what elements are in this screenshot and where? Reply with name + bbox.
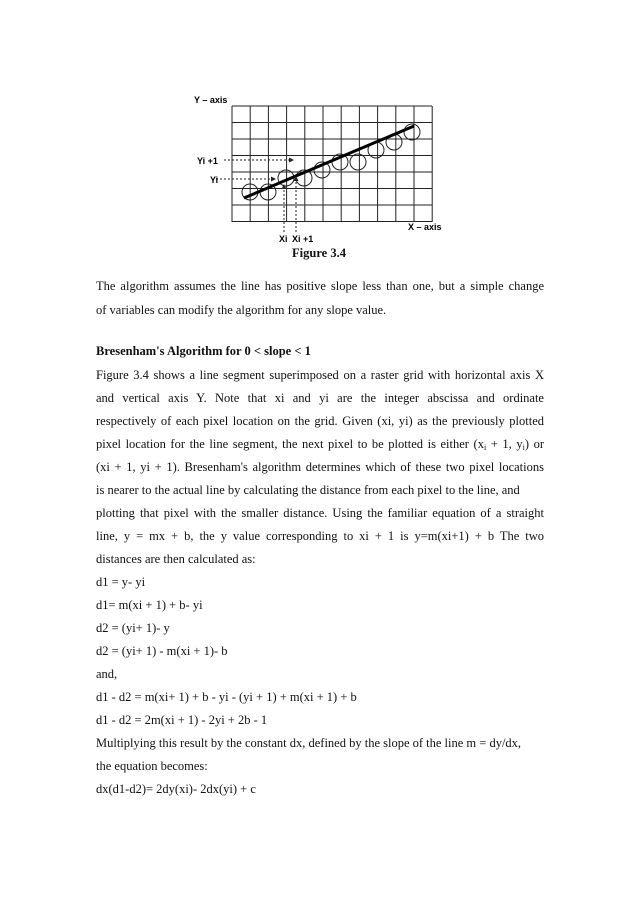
para-line-4-b: + 1, y <box>486 437 523 451</box>
arrow-yi <box>271 177 276 182</box>
equation-and: and, <box>96 667 118 681</box>
pixel-circle <box>350 154 366 170</box>
y-tick-upper: Yi +1 <box>197 156 218 166</box>
y-axis-label: Y – axis <box>194 95 228 105</box>
equation-2: d1= m(xi + 1) + b- yi <box>96 598 203 612</box>
sub-i-1: i <box>483 443 487 452</box>
section-heading: Bresenham's Algorithm for 0 < slope < 1 <box>96 344 311 358</box>
x-axis-label: X – axis <box>408 222 442 232</box>
x-tick-right: Xi +1 <box>292 234 314 244</box>
equation-3: d2 = (yi+ 1)- y <box>96 621 170 635</box>
para-line-4-a: pixel location for the line segment, the next pixel to be plotted is either (x <box>96 437 484 451</box>
equation-5: d1 - d2 = m(xi+ 1) + b - yi - (yi + 1) + m(xi + 1) + b <box>96 690 357 704</box>
para-line-1: Figure 3.4 shows a line segment superimposed on a raster grid with horizontal axis X <box>96 368 544 382</box>
para-line-2: and vertical axis Y. Note that xi and yi are the integer abscissa and ordinate <box>96 391 544 405</box>
intro-line-1: The algorithm assumes the line has positive slope less than one, but a simple change <box>96 279 544 293</box>
arrow-yi-plus-1 <box>289 158 294 163</box>
para-line-3: respectively of each pixel location on the grid. Given (xi, yi) as the previously plotted <box>96 414 544 428</box>
para-line-9: distances are then calculated as: <box>96 552 256 566</box>
para-line-7: plotting that pixel with the smaller distance. Using the familiar equation of a straight <box>96 506 544 520</box>
para-line-6: is nearer to the actual line by calculating the distance from each pixel to the line, and <box>96 483 520 497</box>
para-line-4-c: ) or <box>524 437 544 451</box>
equation-9: dx(d1-d2)= 2dy(xi)- 2dx(yi) + c <box>96 782 256 796</box>
sub-i-2: i <box>522 443 525 452</box>
x-tick-left: Xi <box>279 234 288 244</box>
raster-grid-figure <box>186 92 452 244</box>
para-line-8: line, y = mx + b, the y value corresponding to xi + 1 is y=m(xi+1) + b The two <box>96 529 544 543</box>
line-segment <box>244 126 414 198</box>
figure-caption: Figure 3.4 <box>292 246 346 260</box>
equation-8: the equation becomes: <box>96 759 208 773</box>
equation-4: d2 = (yi+ 1) - m(xi + 1)- b <box>96 644 228 658</box>
para-line-4 <box>96 436 544 452</box>
equation-7: Multiplying this result by the constant dx, defined by the slope of the line m = dy/dx, <box>96 736 522 750</box>
y-tick-lower: Yi <box>210 175 219 185</box>
equation-6: d1 - d2 = 2m(xi + 1) - 2yi + 2b - 1 <box>96 713 268 727</box>
intro-line-2: of variables can modify the algorithm for any slope value. <box>96 303 387 317</box>
equation-1: d1 = y- yi <box>96 575 146 589</box>
para-line-5: (xi + 1, yi + 1). Bresenham's algorithm determines which of these two pixel locations <box>96 460 544 474</box>
